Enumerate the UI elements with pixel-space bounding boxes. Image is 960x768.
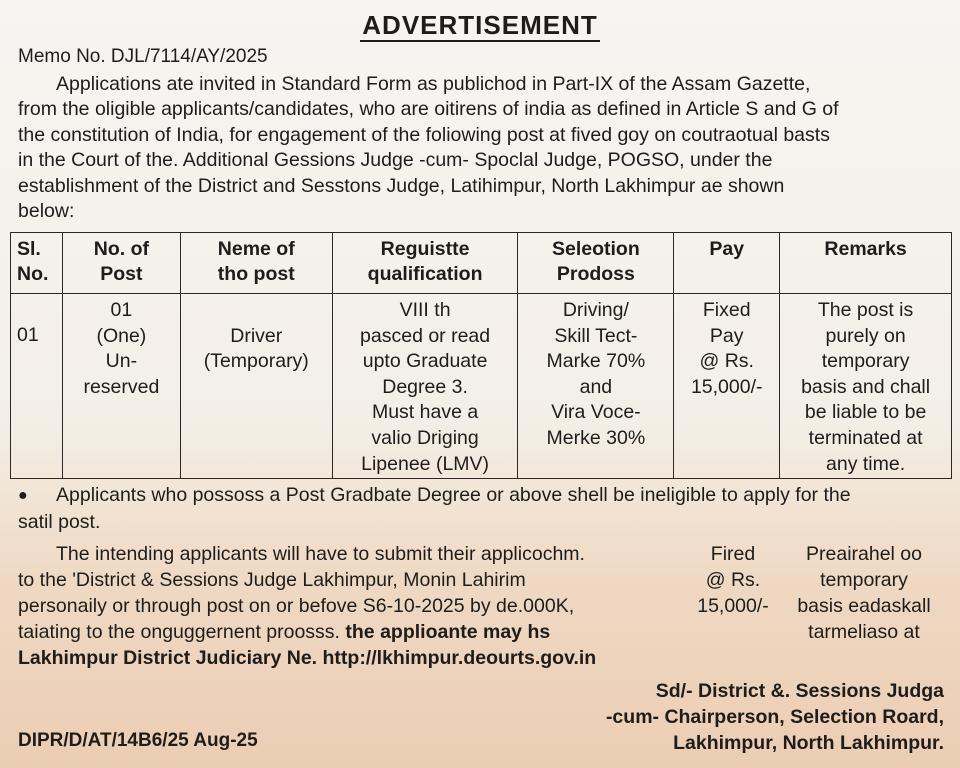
table-header-row bbox=[11, 233, 952, 294]
bullet-note bbox=[18, 482, 948, 536]
submission-paragraph bbox=[18, 541, 678, 671]
para-line: to the 'District & Sessions Judge Lakhimpur, Monin Lahirim bbox=[18, 569, 526, 591]
cell-no-of-post: 01 (One) Un- reserved bbox=[62, 294, 180, 479]
header-name-of-post: Neme of tho post bbox=[180, 233, 332, 294]
intro-line: the constitution of India, for engagement of the foliowing post at fived goy on coutraotual basts bbox=[18, 123, 830, 146]
cell-selection-process: Driving/ Skill Tect- Marke 70% and Vira Voce- Merke 30% bbox=[518, 294, 674, 479]
side-remarks-column: Preairahel oo temporary basis eadaskall tarmeliaso at bbox=[797, 543, 931, 643]
para-line: The intending applicants will have to submit their applicochm. bbox=[56, 543, 585, 565]
header-no-of-post: No. of Post bbox=[62, 233, 180, 294]
para-line: taiating to the onguggernent proosss. the applioante may hs bbox=[18, 621, 551, 643]
cell-remarks: The post is purely on temporary basis and chall be liable to be terminated at any time. bbox=[780, 294, 952, 479]
intro-line: in the Court of the. Additional Gessions Judge -cum- Spoclal Judge, POGSO, under the bbox=[18, 149, 773, 172]
title-text: ADVERTISEMENT bbox=[362, 10, 598, 40]
header-sl-no: Sl. No. bbox=[11, 233, 63, 294]
bullet-icon: ● bbox=[18, 487, 28, 504]
posts-table bbox=[10, 232, 952, 479]
cell-pay: Fixed Pay @ Rs. 15,000/- bbox=[674, 294, 780, 479]
bullet-line: satil post. bbox=[18, 511, 101, 533]
page-title bbox=[0, 10, 960, 41]
bold-notice: the applioante may hs bbox=[345, 621, 551, 643]
memo-number: Memo No. DJL/7114/AY/2025 bbox=[18, 46, 268, 67]
cell-qualification: VIII th pasced or read upto Graduate Degree 3. Must have a valio Driging Lipenee (LMV) bbox=[332, 294, 518, 479]
website-line: Lakhimpur District Judiciary Ne. http://lkhimpur.deourts.gov.in bbox=[18, 647, 597, 669]
intro-line: establishment of the District and Sesstons Judge, Latihimpur, North Lakhimpur ae shown bbox=[18, 174, 785, 197]
table-row bbox=[11, 294, 952, 479]
intro-line: below: bbox=[18, 200, 75, 223]
intro-line: from the oligible applicants/candidates, who are oitirens of india as defined in Article S and G of bbox=[18, 98, 839, 121]
side-pay-column: Fired @ Rs. 15,000/- bbox=[697, 543, 769, 617]
header-remarks: Remarks bbox=[780, 233, 952, 294]
header-selection-process: Seleotion Prodoss bbox=[518, 233, 674, 294]
para-line: personaily or through post on or befove S6-10-2025 by de.000K, bbox=[18, 595, 575, 617]
bullet-line: Applicants who possoss a Post Gradbate Degree or above shell be ineligible to apply for the bbox=[56, 484, 851, 506]
cell-sl-no: 01 bbox=[11, 294, 63, 479]
intro-line: Applications ate invited in Standard Form as publichod in Part-IX of the Assam Gazette, bbox=[56, 73, 811, 95]
header-qualification: Reguistte qualification bbox=[332, 233, 518, 294]
intro-paragraph bbox=[18, 72, 944, 224]
header-pay: Pay bbox=[674, 233, 780, 294]
dipr-reference: DIPR/D/AT/14B6/25 Aug-25 bbox=[18, 730, 258, 751]
cell-name-of-post: Driver (Temporary) bbox=[180, 294, 332, 479]
signature-block: Sd/- District &. Sessions Judga -cum- Chairperson, Selection Roard, Lakhimpur, North Lakhimpur. bbox=[605, 680, 944, 754]
